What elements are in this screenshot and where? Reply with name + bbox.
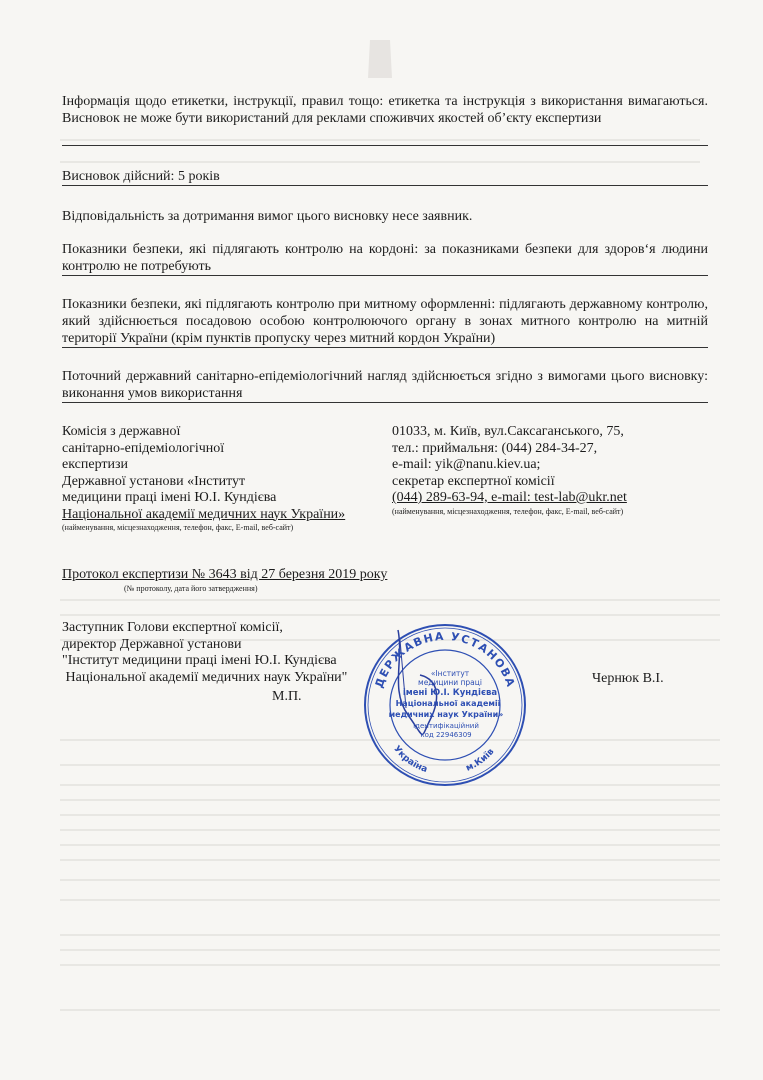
contacts-line: секретар експертної комісії [392, 473, 555, 489]
divider [62, 185, 708, 186]
border-control-paragraph: Показники безпеки, які підлягають контролю на кордоні: за показниками безпеки для здоров‘я людини контролю не потребують [62, 242, 708, 274]
stamp-ring-top: ДЕРЖАВНА УСТАНОВА [372, 629, 518, 690]
responsibility-paragraph: Відповідальність за дотримання вимог цього висновку несе заявник. [62, 209, 473, 224]
stamp-line: «Інститут [430, 669, 470, 678]
contacts-line: e-mail: yik@nanu.kiev.ua; [392, 457, 541, 472]
contacts-block [392, 424, 712, 517]
signatory-line: директор Державної установи [62, 636, 242, 652]
customs-control-paragraph: Показники безпеки, які підлягають контролю при митному оформленні: підлягають державному контролю, який здійснюється посадовою особою контролюючого органу в зонах митного контролю на митній території України (крім пунктів пропуску через митний кордон України) [62, 297, 708, 346]
signatory-block [62, 620, 392, 686]
commission-line: Національної академії медичних наук України» [62, 506, 346, 522]
contacts-line: (044) 289-63-94, e-mail: test-lab@ukr.net [392, 490, 627, 505]
commission-line: Державної установи «Інститут [62, 473, 246, 489]
stamp-line: Національної академії [395, 699, 501, 708]
divider [62, 275, 708, 276]
commission-line: санітарно-епідеміологічної [62, 440, 225, 456]
stamp-ring-bottom-left: Україна [391, 744, 429, 776]
stamp-ring-bottom-right: м.Київ [464, 746, 497, 774]
signatory-line: Заступник Голови експертної комісії, [62, 620, 283, 635]
signatory-line: "Інститут медицини праці імені Ю.І. Кундієва [62, 653, 337, 668]
supervision-paragraph: Поточний державний санітарно-епідеміологічний нагляд здійснюється згідно з вимогами цього висновку: виконання умов використання [62, 369, 708, 401]
validity-paragraph: Висновок дійсний: 5 років [62, 169, 220, 184]
seal-place-mark: М.П. [272, 689, 302, 704]
commission-line: експертизи [62, 457, 129, 472]
contacts-line: тел.: приймальня: (044) 284-34-27, [392, 440, 598, 456]
contacts-line: 01033, м. Київ, вул.Саксаганського, 75, [392, 424, 624, 439]
contacts-caption: (найменування, місцезнаходження, телефон, факс, E-mail, веб-сайт) [392, 506, 624, 516]
labeling-paragraph: Інформація щодо етикетки, інструкції, правил тощо: етикетка та інструкція з використання вимагаються. Висновок не може бути використаний для реклами споживчих якостей об’єкту експертизи [62, 94, 708, 126]
commission-block [62, 424, 382, 533]
protocol-caption: (№ протоколу, дата його затвердження) [124, 584, 258, 593]
commission-line: медицини праці імені Ю.І. Кундієва [62, 490, 277, 505]
divider [62, 145, 708, 146]
stamp-line: медицини праці [418, 678, 482, 687]
signatory-line: Національної академії медичних наук України" [62, 669, 348, 685]
stamp-line: Ідентифікаційний [413, 722, 479, 730]
divider [62, 402, 708, 403]
signer-name: Чернюк В.І. [592, 671, 664, 686]
stamp-line: медичних наук України» [388, 710, 504, 719]
divider [62, 347, 708, 348]
protocol-line: Протокол експертизи № 3643 від 27 березня 2019 року [62, 567, 388, 582]
commission-caption: (найменування, місцезнаходження, телефон, факс, E-mail, веб-сайт) [62, 523, 294, 532]
stamp-line: код 22946309 [420, 731, 472, 739]
stamp-line: імені Ю.І. Кундієва [402, 688, 498, 698]
svg-text:Україна [391, 744, 428, 775]
commission-line: Комісія з державної [62, 424, 181, 439]
official-stamp-icon [360, 620, 530, 790]
